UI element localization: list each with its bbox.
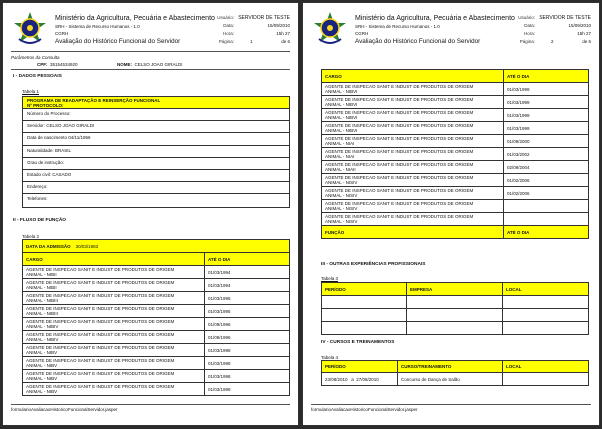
cargo-cell [322,187,504,200]
table-row [322,213,589,226]
cargo-cell [23,318,205,331]
cargo-cell [23,266,205,279]
col-periodo: PERÍODO [322,283,407,296]
personal-data-header [23,97,289,109]
cargo-line2: ANIMAL - NIBVI [325,89,358,94]
course-name: Concurso de Dança de Salão [398,373,503,386]
cargo-line1: AGENTE DE INSPECAO SANIT E INDUST DE PRODUTOS DE ORIGEM [26,267,175,272]
params-divider [11,69,290,70]
ministry-name: Ministério da Agricultura, Pecuária e Abastecimento [55,15,215,22]
cargo-line1: AGENTE DE INSPECAO SANIT E INDUST DE PRODUTOS DE ORIGEM [26,319,175,324]
cargo-line1: AGENTE DE INSPECAO SANIT E INDUST DE PRODUTOS DE ORIGEM [325,136,474,141]
date-cell: 01/03/1994 [205,266,290,279]
unit-name: CGRH [355,31,369,36]
date-value: 15/09/2010 [568,23,591,28]
cargo-line1: AGENTE DE INSPECAO SANIT E INDUST DE PRODUTOS DE ORIGEM [325,162,474,167]
cargo-line1: AGENTE DE INSPECAO SANIT E INDUST DE PRODUTOS DE ORIGEM [325,201,474,206]
page-total [281,39,290,44]
cargo-line1: AGENTE DE INSPECAO SANIT E INDUST DE PRODUTOS DE ORIGEM [325,175,474,180]
cargo-line2: ANIMAL - NIBII [26,272,57,277]
report-header [313,11,591,47]
date-cell: 01/03/1999 [504,83,589,96]
personal-data-table [22,96,290,208]
admission-label: DATA DA ADMISSÃO [26,243,71,249]
cargo-line2: ANIMAL - NIBVI [325,115,358,120]
table-row [23,279,290,292]
cargo-line1: AGENTE DE INSPECAO SANIT E INDUST DE PRODUTOS DE ORIGEM [26,345,175,350]
cargo-line1: AGENTE DE INSPECAO SANIT E INDUST DE PRODUTOS DE ORIGEM [26,293,175,298]
date-cell: 01/03/1994 [205,279,290,292]
cargo-line1: AGENTE DE INSPECAO SANIT E INDUST DE PRODUTOS DE ORIGEM [26,280,175,285]
cargo-cell [322,148,504,161]
cargo-line1: AGENTE DE INSPECAO SANIT E INDUST DE PRODUTOS DE ORIGEM [325,84,474,89]
courses-table [321,360,589,386]
cargo-line1: AGENTE DE INSPECAO SANIT E INDUST DE PRODUTOS DE ORIGEM [325,97,474,102]
cargo-line2: ANIMAL - NIAI [325,154,355,159]
table-row [322,135,589,148]
cargo-line1: AGENTE DE INSPECAO SANIT E INDUST DE PRODUTOS DE ORIGEM [325,110,474,115]
personal-row-estado-civil: Estado civil: CASADO [23,170,289,182]
table-row [23,357,290,370]
cargo-line2: ANIMAL - NIAII [325,167,356,172]
name-value: CELSO JOAO GIRALDI [134,62,183,67]
section-outras-experiencias: III - OUTRAS EXPERIÊNCIAS PROFISSIONAIS [321,262,426,267]
footer-filename: formularioAvaliacaoHistoricoFuncionalServidor.jasper [11,407,118,412]
cargo-cell [322,83,504,96]
header-divider [11,51,290,52]
cargo-line2: ANIMAL - NIBIII [26,298,58,303]
cargo-cell [322,96,504,109]
table-row [322,122,589,135]
date-cell: 01/02/2006 [504,187,589,200]
cell [407,322,503,335]
name-label: NOME: [117,62,132,67]
date-cell: 01/03/2002 [504,148,589,161]
date-cell: 01/03/1998 [205,370,290,383]
date-cell: 01/09/2000 [504,135,589,148]
system-name: SRH - Sistema de Recurso Humanos - 1.0 [355,24,440,29]
personal-row-instrucao: Grau de instrução: [23,158,289,170]
personal-row-servidor: Servidor: CELSO JOAO GIRALDI [23,121,289,133]
cell [407,296,503,309]
col-curso: CURSO/TREINAMENTO [398,361,503,373]
cell [407,309,503,322]
cargo-cell [23,357,205,370]
cargo-line2: ANIMAL - NIBIV [26,337,59,342]
other-experience-table [321,282,589,335]
cargo-line2: ANIMAL - NISIV [325,193,358,198]
cargo-cell [322,200,504,213]
cargo-cell [322,161,504,174]
date-cell: 01/03/1999 [504,122,589,135]
table-row [322,322,589,335]
table-row [23,344,290,357]
cargo-line1: AGENTE DE INSPECAO SANIT E INDUST DE PRODUTOS DE ORIGEM [26,306,175,311]
brazil-coat-of-arms-icon [313,11,347,47]
cargo-line1: AGENTE DE INSPECAO SANIT E INDUST DE PRODUTOS DE ORIGEM [325,214,474,219]
user-label: Usuário: [518,15,535,20]
date-cell: 01/03/1998 [205,357,290,370]
date-cell: 01/03/1998 [205,344,290,357]
cargo-line2: ANIMAL - NISIV [325,180,358,185]
system-name: SRH - Sistema de Recurso Humanos - 1.0 [55,24,140,29]
function-flow-table-p2 [321,69,589,239]
cargo-line2: ANIMAL - NIBV [26,363,58,368]
time-value: 15h 27 [276,31,290,36]
report-title: Avaliação do Histórico Funcional do Servidor [355,38,481,45]
cell [322,296,407,309]
date-cell: 01/03/1995 [205,305,290,318]
cell [322,309,407,322]
protocol-label: Nº PROTOCOLO: [27,103,64,108]
cargo-line2: ANIMAL - NIBV [26,350,58,355]
date-value: 15/09/2010 [267,23,290,28]
page-number: 2 [551,39,554,44]
cargo-line2: ANIMAL - NIBVI [325,128,358,133]
total-pages: 6 [588,39,591,44]
admission-value: 30/03/1983 [75,243,99,249]
ministry-name: Ministério da Agricultura, Pecuária e Abastecimento [355,15,515,22]
report-page-1 [2,2,299,426]
unit-name: CGRH [55,31,69,36]
cargo-line1: AGENTE DE INSPECAO SANIT E INDUST DE PRODUTOS DE ORIGEM [325,123,474,128]
table-row [322,187,589,200]
cpf-label: CPF: [37,62,48,67]
col-cargo: CARGO [23,253,205,266]
personal-row-endereco: Endereço: [23,182,289,194]
cell [322,322,407,335]
cargo-line2: ANIMAL - NIBV [26,376,58,381]
date-label: Data: [524,23,535,28]
table1-caption: Tabela 1 [22,89,40,94]
footer-divider [311,404,591,405]
cell [503,309,589,322]
section-dados-pessoais: I - DADOS PESSOAIS [13,74,62,79]
table-row [322,373,589,386]
table-row [322,174,589,187]
table-row [322,96,589,109]
cargo-line1: AGENTE DE INSPECAO SANIT E INDUST DE PRODUTOS DE ORIGEM [26,358,175,363]
table-row [322,83,589,96]
of-label: de [582,39,588,44]
table2-caption: Tabela 2 [22,234,40,239]
cargo-cell [23,305,205,318]
cell [503,296,589,309]
table-row [23,305,290,318]
cargo-line2: ANIMAL - NISIV [325,219,358,224]
cpf-value: 35154534920 [50,62,78,67]
table-row [23,331,290,344]
cargo-cell [322,135,504,148]
date-cell: 01/03/1995 [205,292,290,305]
table-row [322,200,589,213]
cargo-cell [23,292,205,305]
date-cell: 02/09/2004 [504,161,589,174]
col-ate-o-dia: ATÉ O DIA [504,70,589,83]
date-cell: 01/03/1999 [504,96,589,109]
col-periodo: PERÍODO [322,361,398,373]
col-ate-o-dia-funcao: ATÉ O DIA [504,226,589,239]
page-total [582,39,591,44]
date-cell [504,213,589,226]
date-cell: 01/03/1998 [205,383,290,396]
cargo-cell [23,279,205,292]
table-row [23,318,290,331]
footer-divider [11,404,290,405]
cargo-line2: ANIMAL - NIBII [26,285,57,290]
params-title: Parâmetros da Consulta [11,55,60,60]
cargo-cell [23,383,205,396]
cargo-cell [23,370,205,383]
report-header [13,11,290,47]
cargo-line2: ANIMAL - NIBVI [325,102,358,107]
report-meta [210,15,290,47]
date-cell: 01/09/1996 [205,318,290,331]
section-cursos: IV - CURSOS E TREINAMENTOS [321,340,395,345]
report-page-2 [302,2,600,426]
table-row [23,383,290,396]
col-local: LOCAL [503,361,589,373]
table-row [322,109,589,122]
date-cell [504,200,589,213]
cargo-cell [322,122,504,135]
user-label: Usuário: [217,15,234,20]
section-fluxo-funcao: II - FLUXO DE FUNÇÃO [13,218,67,223]
table-row [322,309,589,322]
table4-caption: Tabela 4 [321,355,339,360]
cargo-line1: AGENTE DE INSPECAO SANIT E INDUST DE PRODUTOS DE ORIGEM [26,371,175,376]
table-row [23,266,290,279]
table-row [23,370,290,383]
col-cargo: CARGO [322,70,504,83]
page-label: Página: [218,39,234,44]
admission-cell [23,240,290,253]
cargo-line2: ANIMAL - NISIV [325,206,358,211]
brazil-coat-of-arms-icon [13,11,47,47]
cargo-cell [322,109,504,122]
personal-row-telefones: Telefones: [27,196,48,202]
report-title: Avaliação do Histórico Funcional do Servidor [55,38,181,45]
table-row [322,161,589,174]
course-local [503,373,589,386]
time-label: Hora: [523,31,535,36]
table-row [23,292,290,305]
cargo-line2: ANIMAL - NIBIV [26,324,59,329]
course-period: 23/08/2010 a 27/08/2010 [322,373,398,386]
time-label: Hora: [222,31,234,36]
page-number: 1 [250,39,253,44]
personal-row-processo: Número do Processo: [23,109,289,121]
time-value: 15h 27 [577,31,591,36]
cargo-line2: ANIMAL - NIBV [26,389,58,394]
total-pages: 6 [287,39,290,44]
date-cell: 01/02/2006 [504,174,589,187]
personal-row-naturalidade: Naturalidade: BRASIL [23,146,289,158]
col-local: LOCAL [503,283,589,296]
page-label: Página: [519,39,535,44]
table-row [322,296,589,309]
date-cell: 01/09/1996 [205,331,290,344]
cargo-cell [322,174,504,187]
table3-caption: Tabela 3 [321,276,339,281]
cargo-cell [23,344,205,357]
date-cell: 01/03/1999 [504,109,589,122]
col-ate-o-dia: ATÉ O DIA [205,253,290,266]
col-empresa: EMPRESA [407,283,503,296]
program-title: PROGRAMA DE READAPTAÇÃO E REINSERÇÃO FUNCIONAL [27,98,161,103]
date-label: Data: [223,23,234,28]
report-meta [511,15,591,47]
cargo-cell [23,331,205,344]
function-flow-table-p1 [22,239,290,396]
cell [503,322,589,335]
cargo-line1: AGENTE DE INSPECAO SANIT E INDUST DE PRODUTOS DE ORIGEM [325,188,474,193]
footer-filename: formularioAvaliacaoHistoricoFuncionalServidor.jasper [311,407,418,412]
table-row [322,148,589,161]
col-funcao: FUNÇÃO [322,226,504,239]
cargo-line2: ANIMAL - NIBIII [26,311,58,316]
cargo-cell [322,213,504,226]
cargo-line1: AGENTE DE INSPECAO SANIT E INDUST DE PRODUTOS DE ORIGEM [26,332,175,337]
cargo-line2: ANIMAL - NIAI [325,141,355,146]
cargo-line1: AGENTE DE INSPECAO SANIT E INDUST DE PRODUTOS DE ORIGEM [325,149,474,154]
personal-row-nascimento: Data de nascimento 04/11/1956 [23,133,289,145]
user-value: SERVIDOR DE TESTE [539,15,591,21]
user-value: SERVIDOR DE TESTE [238,15,290,21]
params-values [37,62,287,67]
of-label: de [281,39,287,44]
cargo-line1: AGENTE DE INSPECAO SANIT E INDUST DE PRODUTOS DE ORIGEM [26,384,175,389]
